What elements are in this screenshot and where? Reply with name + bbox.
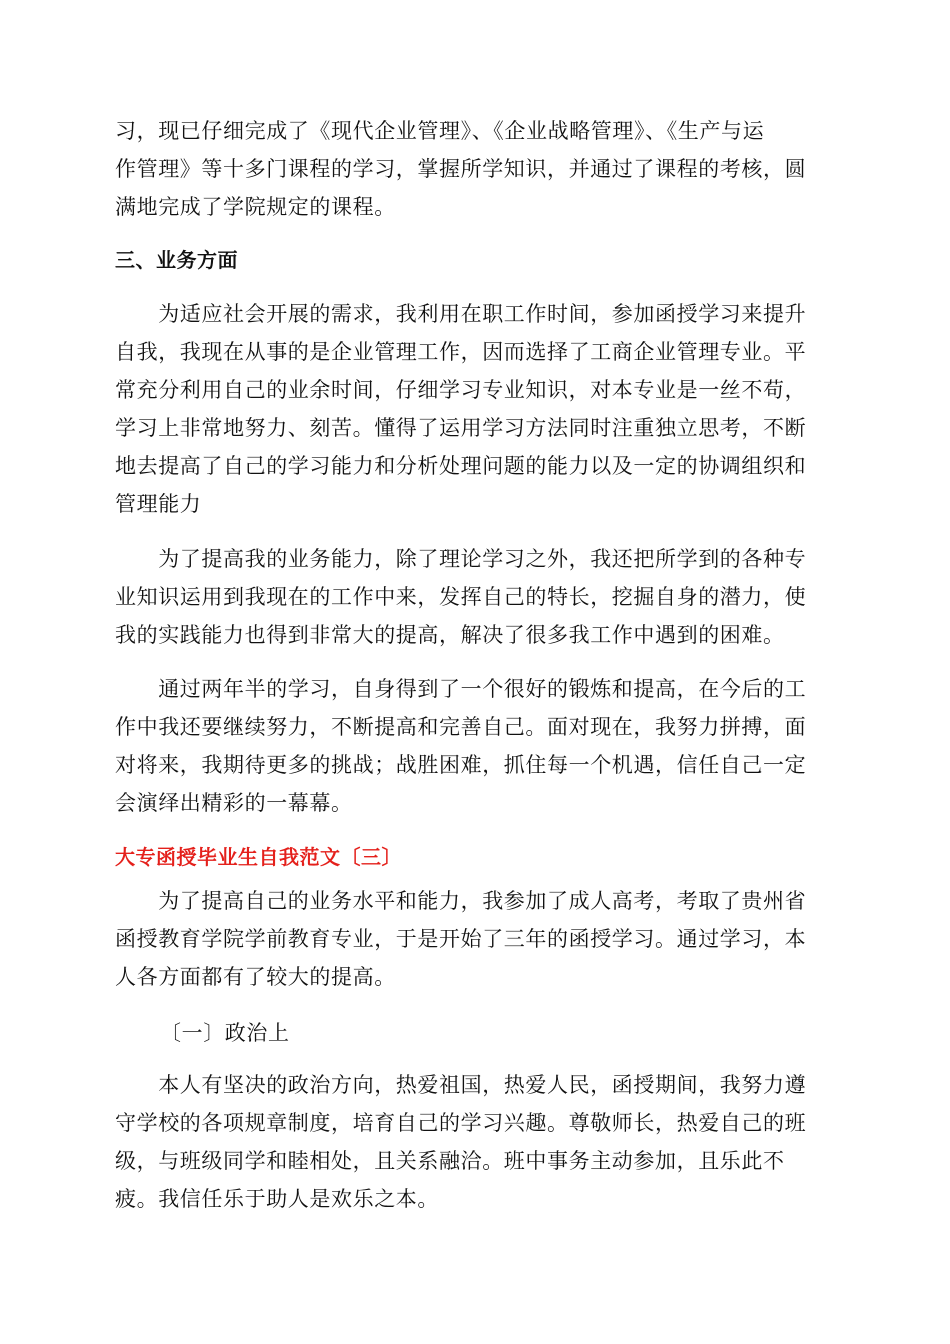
text-line: 业知识运用到我现在的工作中来，发挥自己的特长，挖掘自身的潜力，使 (115, 585, 807, 609)
text-line: 满地完成了学院规定的课程。 (115, 195, 396, 219)
text-line: 作管理》等十多门课程的学习，掌握所学知识，并通过了课程的考核，圆 (115, 157, 807, 181)
text-line: 常充分利用自己的业余时间，仔细学习专业知识，对本专业是一丝不苟， (115, 378, 807, 402)
paragraph-business-study (115, 295, 835, 523)
text-line: 疲。我信任乐于助人是欢乐之本。 (115, 1187, 439, 1211)
paragraph-future-outlook (115, 670, 835, 822)
article-title: 大专函授毕业生自我范文〔三〕 (115, 845, 402, 869)
text-line: 级，与班级同学和睦相处，且关系融洽。班中事务主动参加，且乐此不 (115, 1149, 785, 1173)
text-line: 对将来，我期待更多的挑战；战胜困难，抓住每一个机遇，信任自己一定 (115, 753, 807, 777)
text-line: 习，现已仔细完成了《现代企业管理》、《企业战略管理》、《生产与运 (115, 119, 765, 143)
text-line: 函授教育学院学前教育专业，于是开始了三年的函授学习。通过学习，本 (115, 927, 807, 951)
text-line: 为了提高自己的业务水平和能力，我参加了成人高考，考取了贵州省 (115, 889, 807, 913)
text-line: 地去提高了自己的学习能力和分析处理问题的能力以及一定的协调组织和 (115, 454, 807, 478)
text-line: 学习上非常地努力、刻苦。懂得了运用学习方法同时注重独立思考，不断 (115, 416, 807, 440)
text-line: 作中我还要继续努力，不断提高和完善自己。面对现在，我努力拼搏，面 (115, 715, 807, 739)
text-line: 本人有坚决的政治方向，热爱祖国，热爱人民，函授期间，我努力遵 (115, 1073, 807, 1097)
text-line: 我的实践能力也得到非常大的提高，解决了很多我工作中遇到的困难。 (115, 623, 785, 647)
subsection-heading-politics: 〔一〕政治上 (160, 1021, 290, 1045)
paragraph-practical-ability (115, 540, 835, 654)
text-line: 人各方面都有了较大的提高。 (115, 965, 396, 989)
paragraph-intro (115, 882, 835, 996)
section-heading-business: 三、业务方面 (115, 248, 238, 272)
text-line: 自我，我现在从事的是企业管理工作，因而选择了工商企业管理专业。平 (115, 340, 807, 364)
text-line: 会演绎出精彩的一幕幕。 (115, 791, 353, 815)
text-line: 管理能力 (115, 492, 202, 516)
paragraph-politics (115, 1066, 835, 1218)
text-line: 为了提高我的业务能力，除了理论学习之外，我还把所学到的各种专 (115, 547, 807, 571)
text-line: 为适应社会开展的需求，我利用在职工作时间，参加函授学习来提升 (115, 302, 807, 326)
paragraph-course-completion (115, 112, 835, 226)
text-line: 通过两年半的学习，自身得到了一个很好的锻炼和提高，在今后的工 (115, 677, 807, 701)
text-line: 守学校的各项规章制度，培育自己的学习兴趣。尊敬师长，热爱自己的班 (115, 1111, 807, 1135)
